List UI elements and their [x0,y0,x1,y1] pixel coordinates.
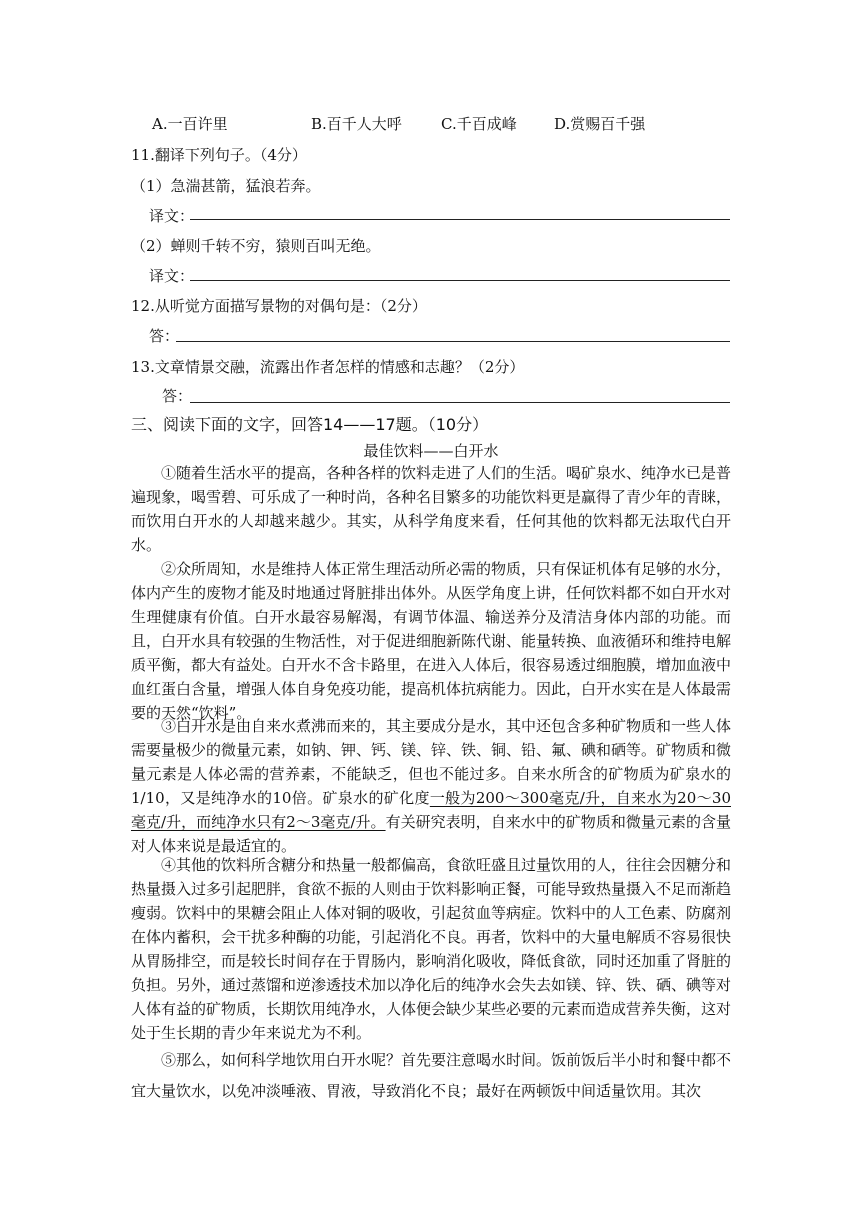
q10-option-c: C.千百成峰 [441,115,517,133]
paragraph-3-underlined: 一般为200～300毫克/升，自来水为20～30毫克/升，而纯净水只有2～3毫克/升。 [131,789,731,831]
article-title: 最佳饮料——白开水 [363,442,499,460]
q12-answer-label: 答： [149,327,180,345]
q11-answer-line-2[interactable] [190,280,730,281]
q12-stem: 12.从听觉方面描写景物的对偶句是：（2分） [131,297,427,315]
q13-stem: 13.文章情景交融，流露出作者怎样的情感和志趣？（2分） [131,358,525,376]
article-paragraph-3 [131,714,731,858]
article-paragraph-1: ①随着生活水平的提高，各种各样的饮料走进了人们的生活。喝矿泉水、纯净水已是普遍现象，喝雪碧、可乐成了一种时尚，各种名目繁多的功能饮料更是赢得了青少年的青睐，而饮用白开水的人却越来越少。其实，从科学角度来看，任何其他的饮料都无法取代白开水。 [131,464,732,554]
q12-answer-line[interactable] [176,341,730,342]
article-paragraph-2: ②众所周知，水是维持人体正常生理活动所必需的物质，只有保证机体有足够的水分，体内产生的废物才能及时地通过肾脏排出体外。从医学角度上讲，任何饮料都不如白开水对生理健康有价值。白开水最容易解渴，有调节体温、输送养分及清洁身体内部的功能。而且，白开水具有较强的生物活性，对于促进细胞新陈代谢、能量转换、血液循环和维持电解质平衡，都大有益处。白开水不含卡路里，在进入人体后，很容易透过细胞膜，增加血液中血红蛋白含量，增强人体自身免疫功能，提高机体抗病能力。因此，白开水实在是人体最需要的天然“饮料”。 [131,560,732,722]
section3-heading: 三、阅读下面的文字，回答14——17题。（10分） [131,415,489,434]
q10-option-a: A.一百许里 [152,115,228,133]
q13-answer-line[interactable] [190,402,730,403]
q11-translation-label-2: 译文： [149,267,195,285]
q11-sentence-1: （1）急湍甚箭，猛浪若奔。 [131,177,321,195]
q10-option-b: B.百千人大呼 [311,115,402,133]
q10-options [0,114,860,134]
paragraph-3-text-b: 有关研究表明，自来水中的矿物质和微量元素的含量对人体来说是最适宜的。 [131,813,731,855]
q11-answer-line-1[interactable] [190,219,730,220]
article-paragraph-4: ④其他的饮料所含糖分和热量一般都偏高，食欲旺盛且过量饮用的人，往往会因糖分和热量摄入过多引起肥胖，食欲不振的人则由于饮料影响正餐，可能导致热量摄入不足而渐趋瘦弱。饮料中的果糖会阻止人体对铜的吸收，引起贫血等病症。饮料中的人工色素、防腐剂在体内蓄积，会干扰多种酶的功能，引起消化不良。再者，饮料中的大量电解质不容易很快从胃肠排空，而是较长时间存在于胃肠内，影响消化吸收，降低食欲，同时还加重了肾脏的负担。另外，通过蒸馏和逆渗透技术加以净化后的纯净水会失去如镁、锌、铁、硒、碘等对人体有益的矿物质，长期饮用纯净水，人体便会缺少某些必要的元素而造成营养失衡，这对处于生长期的青少年来说尤为不利。 [131,856,732,1042]
q10-option-d: D.赏赐百千强 [554,115,646,133]
q11-translation-label-1: 译文： [149,207,195,225]
article-paragraph-5: ⑤那么，如何科学地饮用白开水呢？首先要注意喝水时间。饭前饭后半小时和餐中都不宜大量饮水，以免冲淡唾液、胃液，导致消化不良；最好在两顿饭中间适量饮用。其次 [131,1051,732,1100]
q11-sentence-2: （2）蝉则千转不穷，猿则百叫无绝。 [131,237,381,255]
q13-answer-label: 答： [162,387,193,405]
paragraph-3-text-a: ③白开水是由自来水煮沸而来的，其主要成分是水，其中还包含多种矿物质和一些人体需要量极少的微量元素，如钠、钾、钙、镁、锌、铁、铜、铅、氟、碘和硒等。矿物质和微量元素是人体必需的营养素，不能缺乏，但也不能过多。自来水所含的矿物质为矿泉水的1/10，又是纯净水的10倍。矿泉水的矿化度 [131,717,732,807]
q11-stem: 11.翻译下列句子。（4分） [131,146,307,164]
